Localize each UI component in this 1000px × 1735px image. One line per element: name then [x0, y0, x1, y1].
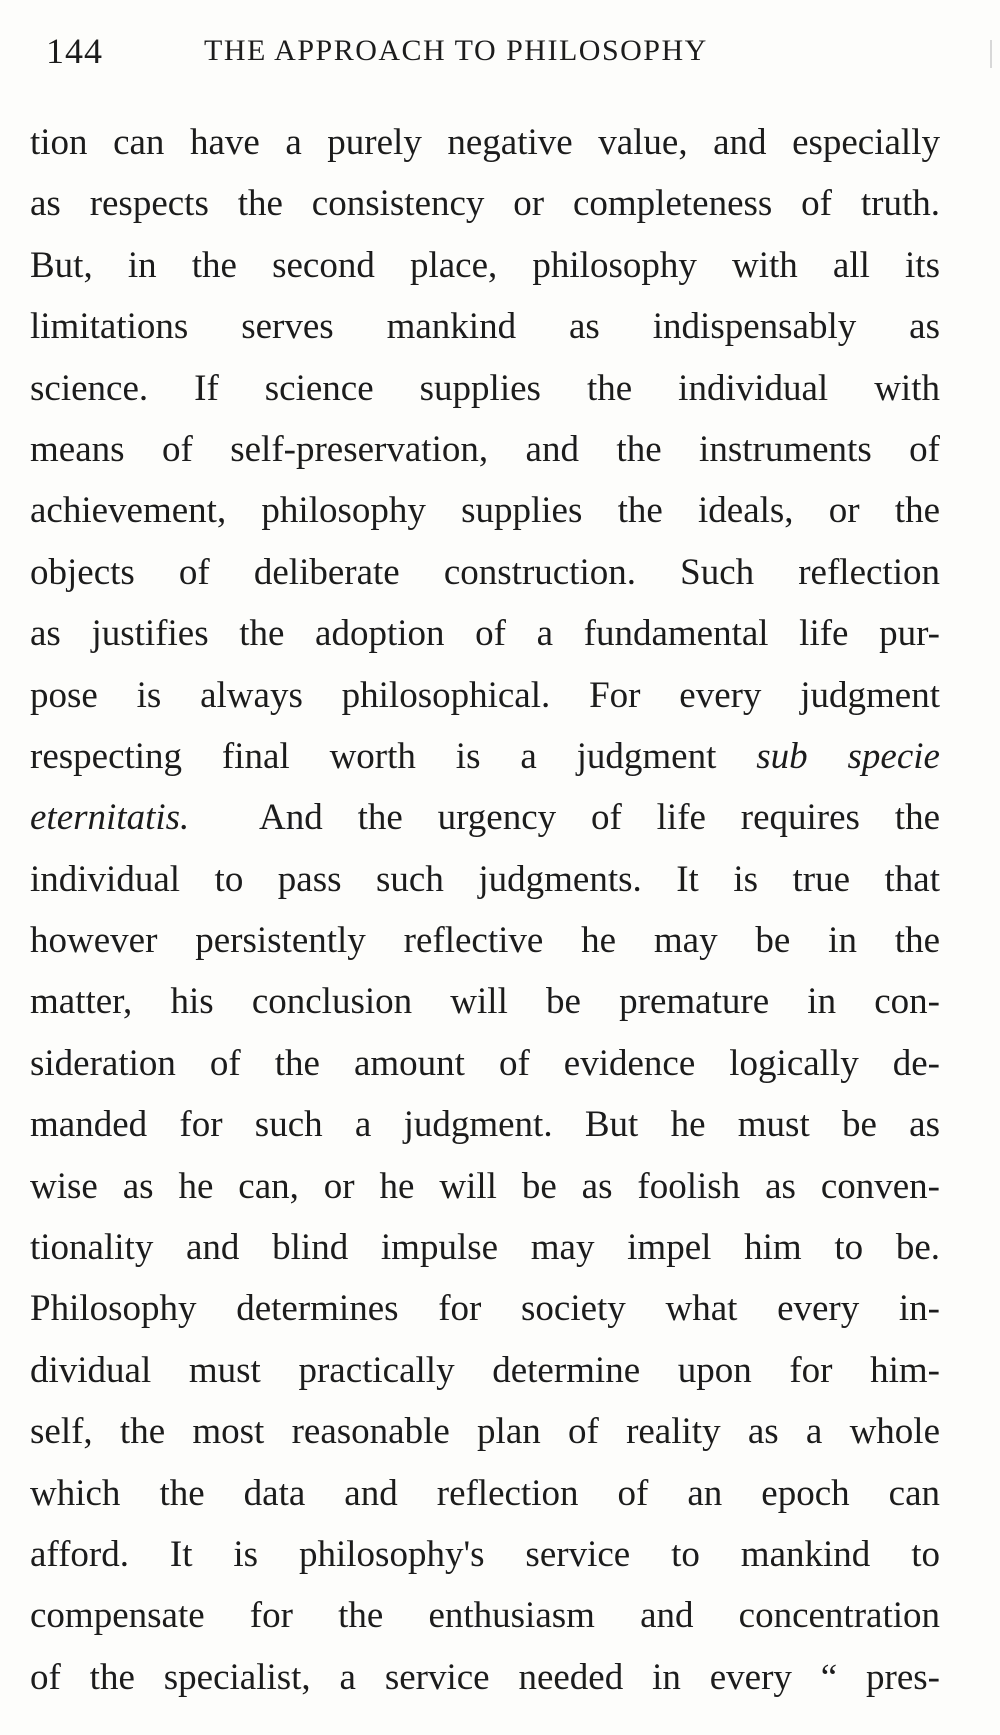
body-text	[30, 112, 970, 1708]
text-line-11	[30, 726, 940, 787]
page-edge-mark	[990, 40, 992, 68]
text-line-2: as respects the consistency or completeness of truth.	[30, 183, 940, 225]
text-line-9: as justifies the adoption of a fundamental life pur-	[30, 613, 940, 655]
text-line-1: tion can have a purely negative value, and especially	[30, 122, 940, 163]
text-line-16: sideration of the amount of evidence logically de-	[30, 1042, 940, 1084]
text-line-10: pose is always philosophical. For every judgment	[30, 674, 940, 716]
text-line-14: however persistently reflective he may be in the	[30, 920, 940, 962]
italic-phrase-sub-specie: sub specie	[756, 735, 940, 777]
text-line-17: manded for such a judgment. But he must be as	[30, 1104, 940, 1146]
text-line-3: But, in the second place, philosophy with all its	[30, 244, 940, 286]
text-line-22: self, the most reasonable plan of reality as a whole	[30, 1411, 940, 1453]
page-number: 144	[46, 31, 103, 71]
text-line-6: means of self-preservation, and the instruments of	[30, 428, 940, 470]
text-line-21: dividual must practically determine upon for him-	[30, 1349, 940, 1391]
text-line-11-roman: respecting final worth is a judgment	[30, 735, 717, 777]
text-line-13: individual to pass such judgments. It is true that	[30, 858, 940, 900]
text-line-15: matter, his conclusion will be premature in con-	[30, 981, 940, 1023]
text-line-18: wise as he can, or he will be as foolish as conven-	[30, 1165, 940, 1207]
text-line-5: science. If science supplies the individual with	[30, 367, 940, 409]
page-header	[46, 30, 846, 80]
text-line-8: objects of deliberate construction. Such reflection	[30, 551, 940, 593]
text-line-23: which the data and reflection of an epoch can	[30, 1472, 940, 1514]
text-line-12	[30, 787, 940, 848]
text-line-4: limitations serves mankind as indispensably as	[30, 306, 940, 348]
running-head: THE APPROACH TO PHILOSOPHY	[204, 34, 708, 67]
text-line-24: afford. It is philosophy's service to mankind to	[30, 1533, 940, 1575]
text-line-25: compensate for the enthusiasm and concentration	[30, 1595, 940, 1637]
italic-phrase-eternitatis: eternitatis.	[30, 797, 190, 839]
text-line-26: of the specialist, a service needed in every “ pres-	[30, 1656, 940, 1698]
text-line-20: Philosophy determines for society what every in-	[30, 1288, 940, 1330]
text-line-12-roman: And the urgency of life requires the	[259, 797, 940, 839]
text-line-19: tionality and blind impulse may impel him to be.	[30, 1227, 940, 1269]
text-line-7: achievement, philosophy supplies the ideals, or the	[30, 490, 940, 532]
